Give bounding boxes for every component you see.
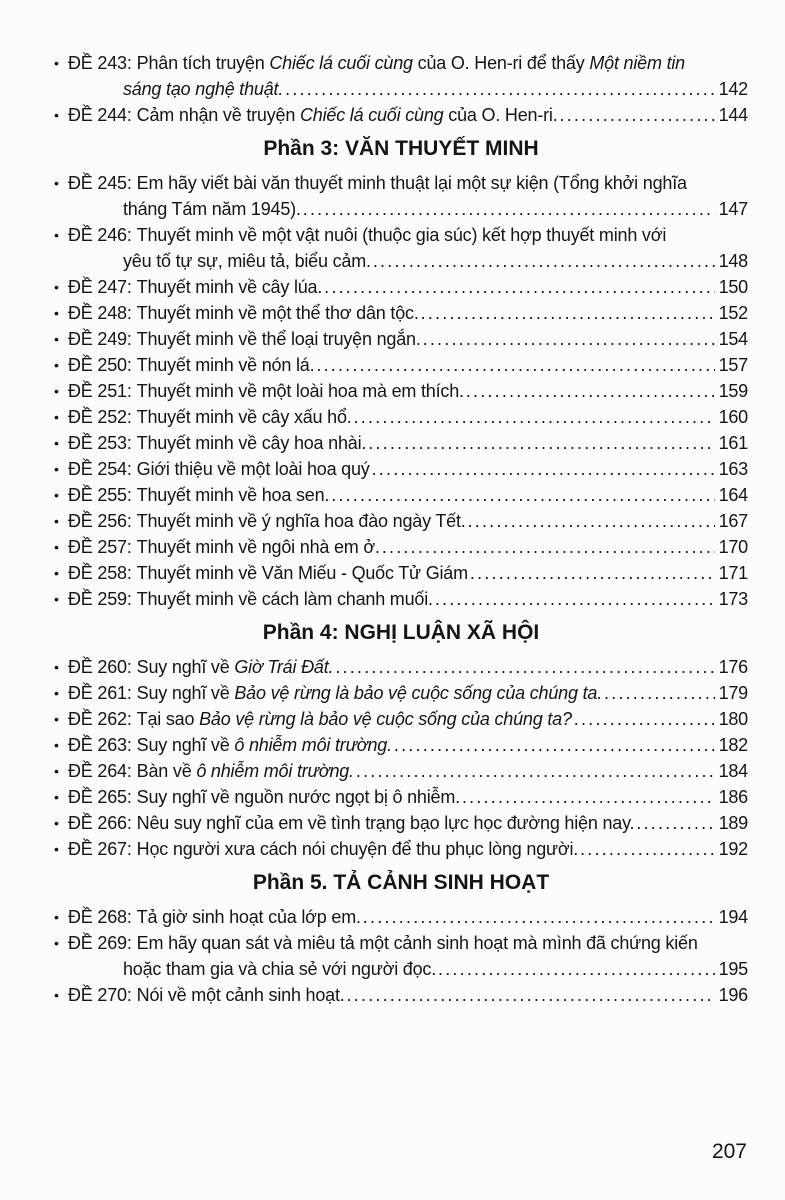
dot-leader [466,378,715,404]
entry-label: ĐỀ 266: [68,813,132,833]
dot-leader [373,248,715,274]
section-heading: Phần 3: VĂN THUYẾT MINH [263,137,539,160]
toc-entry [54,456,748,482]
text-segment: Thuyết minh về ý nghĩa hoa đào ngày Tết. [136,511,466,531]
toc-entry [54,222,748,274]
bullet-icon: • [54,175,59,191]
text-segment: Thuyết minh về cây lúa. [136,277,323,297]
entry-line [68,248,748,274]
entry-body [68,508,748,534]
entry-text [68,225,666,245]
entry-label: ĐỀ 260: [68,657,132,677]
entry-page-number: 189 [718,813,748,833]
bullet-icon: • [54,987,59,1003]
bullet-icon: • [54,331,59,347]
entry-line [68,196,748,222]
text-segment: Thuyết minh về ngôi nhà em ở. [136,537,380,557]
text-segment: Nói về một cảnh sinh hoạt. [136,985,345,1005]
entry-line [68,680,748,706]
entry-body [68,326,748,352]
bullet-icon: • [54,591,59,607]
toc-entry [54,784,748,810]
entry-body [68,404,748,430]
dot-leader [574,706,715,732]
text-segment: Bảo vệ rừng là bảo vệ cuộc sống của chúng ta? [199,709,572,729]
entry-text [68,534,380,560]
dot-leader [438,956,715,982]
entry-label: ĐỀ 251: [68,381,132,401]
dot-leader [356,758,715,784]
text-segment: Bảo vệ rừng là bảo vệ cuộc sống của chúng ta. [234,683,602,703]
entry-page-number: 154 [718,329,748,349]
entry-label: ĐỀ 245: [68,173,132,193]
dot-leader [394,732,715,758]
text-segment: Suy nghĩ về [136,735,235,755]
text-segment: Thuyết minh về một thể thơ dân tộc. [136,303,419,323]
entry-body [68,430,748,456]
text-segment: Tại sao [136,709,200,729]
text-segment: Thuyết minh về cây xấu hổ. [136,407,352,427]
toc-entry [54,102,748,128]
text-segment: Giờ Trái Đất. [234,657,334,677]
section-heading: Phần 4: NGHỊ LUẬN XÃ HỘI [262,621,540,644]
entry-page-number: 159 [718,381,748,401]
entry-body [68,784,748,810]
bullet-icon: • [54,487,59,503]
toc-entry [54,170,748,222]
entry-body [68,274,748,300]
entry-line [68,300,748,326]
toc-entry [54,706,748,732]
entry-label: ĐỀ 256: [68,511,132,531]
entry-text [68,560,468,586]
entry-text [123,956,436,982]
entry-text [68,508,466,534]
toc-entry [54,274,748,300]
entry-body [68,904,748,930]
dot-leader [324,274,714,300]
toc-entry [54,904,748,930]
entry-text [68,102,558,128]
entry-text [68,404,352,430]
entry-label: ĐỀ 267: [68,839,132,859]
bullet-icon: • [54,841,59,857]
entry-line [68,758,748,784]
entry-label: ĐỀ 254: [68,459,132,479]
entry-line [68,274,748,300]
bullet-icon: • [54,107,59,123]
toc-entry [54,586,748,612]
entry-line [68,784,748,810]
entry-page-number: 148 [718,251,748,271]
text-segment: Thuyết minh về một loài hoa mà em thích. [136,381,464,401]
text-segment: Thuyết minh về hoa sen. [136,485,330,505]
entry-page-number: 186 [718,787,748,807]
entry-page-number: 195 [718,959,748,979]
entry-label: ĐỀ 244: [68,105,132,125]
entry-page-number: 182 [718,735,748,755]
entry-line [68,326,748,352]
entry-body [68,732,748,758]
entry-label: ĐỀ 263: [68,735,132,755]
bullet-icon: • [54,789,59,805]
entry-line [68,508,748,534]
dot-leader [560,102,715,128]
text-segment: Nêu suy nghĩ của em về tình trạng bạo lực học đường hiện nay. [136,813,635,833]
text-segment: Em hãy viết bài văn thuyết minh thuật lại một sự kiện (Tổng khởi nghĩa [136,173,687,193]
entry-label: ĐỀ 249: [68,329,132,349]
entry-line [68,904,748,930]
entry-line [68,404,748,430]
entry-page-number: 164 [718,485,748,505]
entry-text [123,76,283,102]
entry-label: ĐỀ 252: [68,407,132,427]
dot-leader [421,300,715,326]
entry-page-number: 194 [718,907,748,927]
bullet-icon: • [54,763,59,779]
bullet-icon: • [54,513,59,529]
entry-text [123,196,301,222]
entry-body [68,930,748,982]
entry-text [68,680,602,706]
text-segment: tháng Tám năm 1945). [123,199,301,219]
entry-page-number: 144 [718,105,748,125]
text-segment: Tả giờ sinh hoạt của lớp em. [136,907,361,927]
dot-leader [423,326,715,352]
text-segment: Cảm nhận về truyện [136,105,300,125]
entry-label: ĐỀ 247: [68,277,132,297]
dot-leader [347,982,715,1008]
entry-line [68,102,748,128]
entry-body [68,680,748,706]
dot-leader [382,534,715,560]
text-segment: ô nhiễm môi trường. [234,735,392,755]
entry-text [68,784,460,810]
text-segment: của O. Hen-ri để thấy [412,53,590,73]
toc-entry [54,352,748,378]
entry-text [68,173,687,193]
entry-page-number: 173 [718,589,748,609]
toc-entry [54,326,748,352]
toc-entry [54,810,748,836]
entry-text [68,378,464,404]
entry-label: ĐỀ 257: [68,537,132,557]
entry-page-number: 157 [718,355,748,375]
entry-line [68,76,748,102]
entry-body [68,586,748,612]
entry-line [68,930,748,956]
toc-entry [54,508,748,534]
entry-page-number: 142 [718,79,748,99]
entry-text [68,430,366,456]
entry-page-number: 167 [718,511,748,531]
entry-page-number: 180 [718,709,748,729]
bullet-icon: • [54,539,59,555]
entry-page-number: 179 [718,683,748,703]
dot-leader [303,196,715,222]
bullet-icon: • [54,711,59,727]
dot-leader [354,404,715,430]
toc-entry [54,300,748,326]
toc-entry [54,404,748,430]
toc-entry [54,732,748,758]
entry-body [68,982,748,1008]
entry-page-number: 150 [718,277,748,297]
entry-line [68,586,748,612]
bullet-icon: • [54,435,59,451]
toc-entry [54,560,748,586]
entry-text [68,982,345,1008]
dot-leader [335,654,714,680]
dot-leader [363,904,715,930]
dot-leader [604,680,715,706]
entry-text [68,53,685,73]
entry-text [68,352,314,378]
entry-page-number: 170 [718,537,748,557]
entry-label: ĐỀ 259: [68,589,132,609]
toc-entry [54,836,748,862]
bullet-icon: • [54,227,59,243]
entry-line [68,560,748,586]
entry-label: ĐỀ 258: [68,563,132,583]
entry-line [68,456,748,482]
entry-body [68,482,748,508]
text-segment: ô nhiễm môi trường. [196,761,354,781]
entry-page-number: 192 [718,839,748,859]
text-segment: Thuyết minh về nón lá. [136,355,315,375]
entry-page-number: 184 [718,761,748,781]
bullet-icon: • [54,461,59,477]
entry-text [123,248,371,274]
entry-line [68,430,748,456]
text-segment: yêu tố tự sự, miêu tả, biểu cảm. [123,251,371,271]
text-segment: sáng tạo nghệ thuật. [123,79,284,99]
bullet-icon: • [54,909,59,925]
dot-leader [462,784,715,810]
entry-line [68,50,748,76]
dot-leader [331,482,714,508]
entry-label: ĐỀ 255: [68,485,132,505]
entry-text [68,300,419,326]
entry-line [68,956,748,982]
entry-line [68,810,748,836]
bullet-icon: • [54,737,59,753]
entry-page-number: 163 [718,459,748,479]
text-segment: Thuyết minh về thể loại truyện ngắn. [136,329,421,349]
bullet-icon: • [54,383,59,399]
dot-leader [285,76,714,102]
entry-line [68,352,748,378]
entry-page-number: 147 [718,199,748,219]
entry-line [68,482,748,508]
bullet-icon: • [54,305,59,321]
entry-text [68,326,421,352]
toc-entry [54,430,748,456]
text-segment: của O. Hen-ri. [443,105,558,125]
entry-text [68,456,370,482]
entry-label: ĐỀ 261: [68,683,132,703]
bullet-icon: • [54,815,59,831]
entry-page-number: 176 [718,657,748,677]
entry-page-number: 171 [718,563,748,583]
toc-entry [54,482,748,508]
entry-text [68,933,698,953]
entry-line [68,982,748,1008]
toc-entry [54,378,748,404]
entry-text [68,586,433,612]
toc-entry [54,534,748,560]
bullet-icon: • [54,685,59,701]
entry-label: ĐỀ 265: [68,787,132,807]
dot-leader [468,508,715,534]
entry-page-number: 160 [718,407,748,427]
dot-leader [636,810,714,836]
section-heading: Phần 5. TẢ CẢNH SINH HOẠT [252,871,550,894]
text-segment: Suy nghĩ về [136,657,235,677]
text-segment: Suy nghĩ về [136,683,235,703]
text-segment: Thuyết minh về Văn Miếu - Quốc Tử Giám [136,563,468,583]
entry-body [68,810,748,836]
dot-leader [580,836,714,862]
bullet-icon: • [54,279,59,295]
text-segment: Giới thiệu về một loài hoa quý [136,459,370,479]
entry-page-number: 161 [718,433,748,453]
toc-entry [54,930,748,982]
entry-body [68,560,748,586]
entry-label: ĐỀ 268: [68,907,132,927]
entry-body [68,170,748,222]
text-segment: Thuyết minh về một vật nuôi (thuộc gia súc) kết hợp thuyết minh với [136,225,667,245]
entry-line [68,170,748,196]
entry-body [68,534,748,560]
dot-leader [470,560,715,586]
entry-line [68,378,748,404]
text-segment: Bàn về [136,761,197,781]
entry-text [68,732,392,758]
text-segment: Em hãy quan sát và miêu tả một cảnh sinh hoạt mà mình đã chứng kiến [136,933,698,953]
entry-body [68,222,748,274]
text-segment: Phân tích truyện [136,53,270,73]
entry-label: ĐỀ 246: [68,225,132,245]
dot-leader [372,456,715,482]
entry-label: ĐỀ 269: [68,933,132,953]
entry-line [68,654,748,680]
entry-body [68,378,748,404]
text-segment: Thuyết minh về cách làm chanh muối. [136,589,433,609]
entry-body [68,102,748,128]
bullet-icon: • [54,935,59,951]
entry-page-number: 152 [718,303,748,323]
bullet-icon: • [54,659,59,675]
text-segment: Thuyết minh về cây hoa nhài. [136,433,367,453]
toc-entry [54,982,748,1008]
toc-entry [54,654,748,680]
toc-entry [54,758,748,784]
bullet-icon: • [54,55,59,71]
entry-label: ĐỀ 270: [68,985,132,1005]
entry-text [68,482,329,508]
page-number: 207 [711,1140,747,1163]
entry-line [68,706,748,732]
text-segment: Một niềm tin [589,53,685,73]
table-of-contents [54,50,748,1008]
entry-body [68,758,748,784]
text-segment: Suy nghĩ về nguồn nước ngọt bị ô nhiễm. [136,787,460,807]
entry-body [68,300,748,326]
entry-page-number: 196 [718,985,748,1005]
entry-text [68,706,572,732]
bullet-icon: • [54,357,59,373]
text-segment: Chiếc lá cuối cùng [299,105,444,125]
bullet-icon: • [54,409,59,425]
entry-body [68,456,748,482]
entry-text [68,836,578,862]
dot-leader [316,352,714,378]
entry-text [68,904,361,930]
entry-label: ĐỀ 253: [68,433,132,453]
bullet-icon: • [54,565,59,581]
text-segment: Học người xưa cách nói chuyện để thu phục lòng người. [136,839,579,859]
dot-leader [435,586,715,612]
entry-body [68,706,748,732]
dot-leader [368,430,714,456]
toc-entry [54,50,748,102]
entry-label: ĐỀ 250: [68,355,132,375]
entry-line [68,534,748,560]
text-segment: Chiếc lá cuối cùng [269,53,413,73]
entry-label: ĐỀ 262: [68,709,132,729]
entry-label: ĐỀ 248: [68,303,132,323]
entry-text [68,758,354,784]
entry-line [68,732,748,758]
entry-body [68,836,748,862]
entry-body [68,50,748,102]
entry-body [68,352,748,378]
entry-text [68,654,333,680]
entry-label: ĐỀ 264: [68,761,132,781]
text-segment: hoặc tham gia và chia sẻ với người đọc. [123,959,437,979]
entry-line [68,836,748,862]
entry-label: ĐỀ 243: [68,53,132,73]
entry-text [68,274,322,300]
entry-line [68,222,748,248]
entry-body [68,654,748,680]
toc-entry [54,680,748,706]
entry-text [68,810,634,836]
